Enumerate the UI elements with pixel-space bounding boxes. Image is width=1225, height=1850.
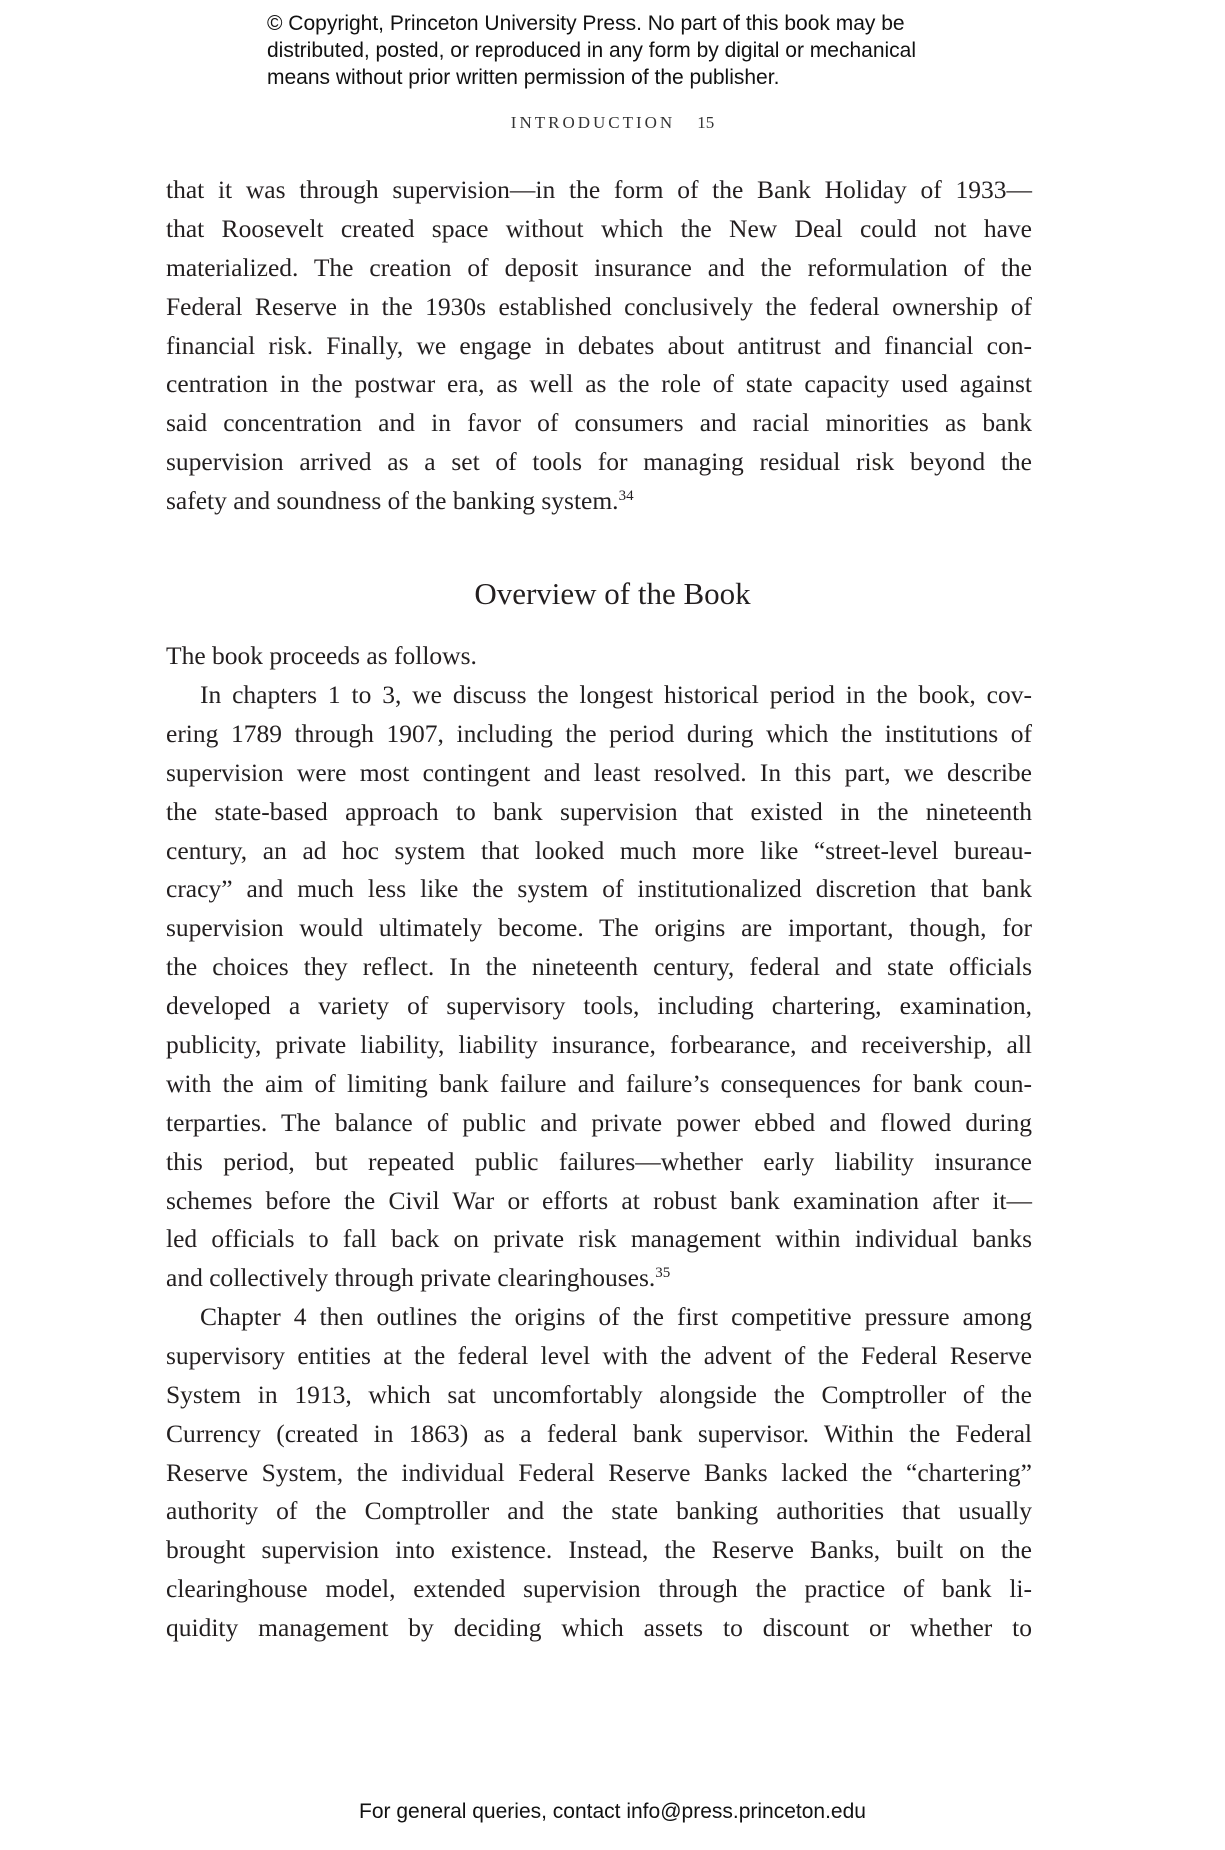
text-line: this period, but repeated public failures—whether early liability insurance bbox=[166, 1146, 1032, 1176]
copyright-notice bbox=[267, 10, 1027, 91]
paragraph-1 bbox=[166, 171, 1032, 521]
running-head bbox=[0, 113, 1225, 133]
text-line: schemes before the Civil War or efforts at robust bank examination after it— bbox=[166, 1185, 1032, 1215]
text-line: brought supervision into existence. Instead, the Reserve Banks, built on the bbox=[166, 1535, 1032, 1565]
text-line: System in 1913, which sat uncomfortably alongside the Comptroller of the bbox=[166, 1379, 1032, 1409]
text-line: ering 1789 through 1907, including the period during which the institutions of bbox=[166, 718, 1032, 748]
text-line: said concentration and in favor of consumers and racial minorities as bank bbox=[166, 408, 1032, 438]
copyright-line: means without prior written permission of the publisher. bbox=[267, 66, 780, 89]
page-number: 15 bbox=[697, 113, 715, 132]
text-line: authority of the Comptroller and the state banking authorities that usually bbox=[166, 1496, 1032, 1526]
text-line: Federal Reserve in the 1930s established conclusively the federal ownership of bbox=[166, 291, 1032, 321]
footnote-marker[interactable]: 34 bbox=[618, 488, 634, 505]
text-line: safety and soundness of the banking system.$^{34}$ bbox=[166, 486, 634, 516]
text-line: terparties. The balance of public and private power ebbed and flowed during bbox=[166, 1107, 1032, 1137]
section-heading: Overview of the Book bbox=[474, 576, 751, 611]
text-line: supervision would ultimately become. The origins are important, though, for bbox=[166, 913, 1032, 943]
text-line: and collectively through private clearinghouses.$^{35}$ bbox=[166, 1263, 671, 1293]
text-line: Currency (created in 1863) as a federal bank supervisor. Within the Federal bbox=[166, 1418, 1032, 1448]
text-line: supervision were most contingent and least resolved. In this part, we describe bbox=[166, 757, 1032, 787]
copyright-line: © Copyright, Princeton University Press. No part of this book may be bbox=[267, 12, 905, 35]
text-line: quidity management by deciding which assets to discount or whether to bbox=[166, 1613, 1032, 1643]
text-line: with the aim of limiting bank failure and failure’s consequences for bank coun- bbox=[166, 1068, 1032, 1098]
paragraph-3 bbox=[166, 676, 1032, 1298]
text-line: the state-based approach to bank supervision that existed in the nineteenth bbox=[166, 796, 1032, 826]
text-line: led officials to fall back on private risk management within individual banks bbox=[166, 1224, 1032, 1254]
text-line: the choices they reflect. In the nineteenth century, federal and state officials bbox=[166, 952, 1032, 982]
footer-contact: For general queries, contact info@press.princeton.edu bbox=[359, 1800, 866, 1823]
text-line: Reserve System, the individual Federal Reserve Banks lacked the “chartering” bbox=[166, 1457, 1032, 1487]
text-line: cracy” and much less like the system of institutionalized discretion that bank bbox=[166, 874, 1032, 904]
text-line: materialized. The creation of deposit insurance and the reformulation of the bbox=[166, 252, 1032, 282]
text-line: that it was through supervision—in the form of the Bank Holiday of 1933— bbox=[166, 175, 1032, 204]
text-line: publicity, private liability, liability insurance, forbearance, and receivership, all bbox=[166, 1030, 1032, 1060]
text-line: supervisory entities at the federal level with the advent of the Federal Reserve bbox=[166, 1340, 1032, 1370]
paragraph-2 bbox=[166, 637, 1032, 676]
paragraph-4 bbox=[166, 1298, 1032, 1648]
text-line: centration in the postwar era, as well as the role of state capacity used against bbox=[166, 369, 1032, 399]
text-line: The book proceeds as follows. bbox=[166, 641, 477, 670]
text-line: Chapter 4 then outlines the origins of the first competitive pressure among bbox=[200, 1302, 1032, 1331]
text-line: developed a variety of supervisory tools, including chartering, examination, bbox=[166, 991, 1032, 1021]
text-line: In chapters 1 to 3, we discuss the longest historical period in the book, cov- bbox=[200, 680, 1032, 709]
text-line: that Roosevelt created space without which the New Deal could not have bbox=[166, 213, 1032, 243]
text-line: century, an ad hoc system that looked much more like “street-level bureau- bbox=[166, 835, 1032, 865]
copyright-line: distributed, posted, or reproduced in any form by digital or mechanical bbox=[267, 39, 917, 62]
footnote-marker[interactable]: 35 bbox=[655, 1265, 671, 1282]
text-line: clearinghouse model, extended supervision through the practice of bank li- bbox=[166, 1574, 1032, 1604]
text-line: financial risk. Finally, we engage in debates about antitrust and financial con- bbox=[166, 330, 1032, 360]
running-head-title: INTRODUCTION bbox=[510, 113, 676, 132]
text-line: supervision arrived as a set of tools for managing residual risk beyond the bbox=[166, 447, 1032, 477]
